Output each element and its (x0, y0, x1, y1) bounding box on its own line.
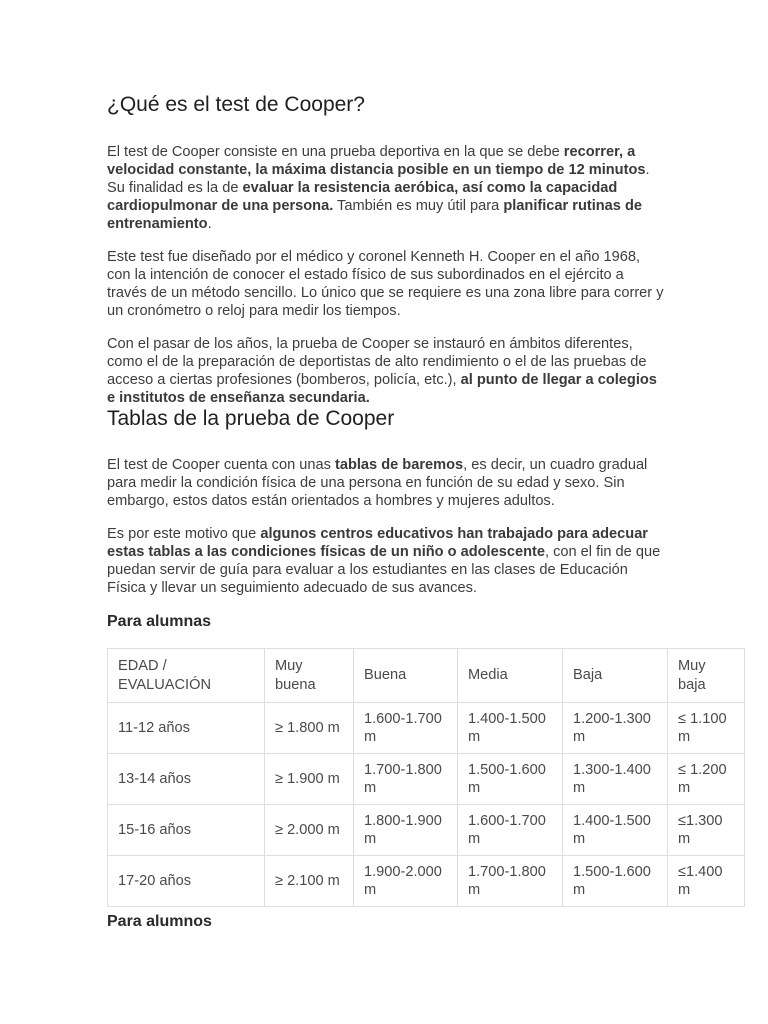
bold-text: tablas de baremos (334, 457, 464, 473)
table-cell: ≤ 1.200 m (668, 754, 745, 805)
text-run: . Su finalidad es la de (107, 162, 650, 196)
schools-paragraph (107, 525, 667, 597)
table-cell: 1.700-1.800 m (354, 754, 458, 805)
table-cell: 1.400-1.500 m (458, 703, 563, 754)
text-run: El test de Cooper consiste en una prueba deportiva en la que se debe (107, 144, 564, 160)
text-run: , con el fin de que puedan servir de guía para evaluar a los estudiantes en las clases de Educación Física y llevar un seguimiento adecuado de sus avances. (107, 544, 661, 596)
text-run: Este test fue diseñado por el médico y coronel Kenneth H. Cooper en el año 1968, con la intención de conocer el estado físico de sus subordinados en el ejército a través de un método sencillo. Lo único que se requiere es una zona libre para correr y un cronómetro o reloj para medir los tiempos. (107, 249, 664, 319)
cooper-table-girls (107, 648, 745, 907)
section-title-tables: Tablas de la prueba de Cooper (107, 407, 395, 430)
table-cell: 1.300-1.400 m (563, 754, 668, 805)
table-cell: ≤ 1.100 m (668, 703, 745, 754)
history-paragraph (107, 248, 667, 320)
table-header-cell: EDAD / EVALUACIÓN (108, 649, 265, 703)
subtitle-girls: Para alumnas (107, 613, 212, 630)
table-header-row (108, 649, 745, 703)
page-title: ¿Qué es el test de Cooper? (107, 93, 365, 116)
text-run: Es por este motivo que (107, 526, 261, 542)
text-run: . (207, 216, 212, 232)
text-run: Con el pasar de los años, la prueba de Cooper se instauró en ámbitos diferentes, como el de la preparación de deportistas de alto rendimiento o el de las pruebas de acceso a ciertas profesiones (bomberos, policía, etc.), (107, 336, 647, 388)
table-header-cell: Muy buena (265, 649, 354, 703)
subtitle-boys: Para alumnos (107, 913, 212, 930)
intro-paragraph (107, 143, 667, 233)
table-cell: 1.500-1.600 m (458, 754, 563, 805)
table-cell: ≥ 1.800 m (265, 703, 354, 754)
bold-text: planificar rutinas de entrenamiento (107, 198, 643, 232)
table-header-cell: Media (458, 649, 563, 703)
table-cell: ≤1.300 m (668, 805, 745, 856)
baremos-paragraph (107, 456, 667, 510)
table-cell: 1.500-1.600 m (563, 856, 668, 907)
bold-text: evaluar la resistencia aeróbica, así como la capacidad cardiopulmonar de una persona. (107, 180, 618, 214)
table-cell: 1.900-2.000 m (354, 856, 458, 907)
bold-text: al punto de llegar a colegios e institutos de enseñanza secundaria. (107, 372, 657, 406)
table-cell: 13-14 años (108, 754, 265, 805)
table-cell: 1.600-1.700 m (354, 703, 458, 754)
table-cell: ≥ 1.900 m (265, 754, 354, 805)
table-cell: 1.200-1.300 m (563, 703, 668, 754)
table-header-cell: Baja (563, 649, 668, 703)
table-cell: 1.600-1.700 m (458, 805, 563, 856)
text-run: El test de Cooper cuenta con unas (107, 457, 335, 473)
table-cell: 17-20 años (108, 856, 265, 907)
text-run: También es muy útil para (333, 198, 504, 214)
table-cell: 1.800-1.900 m (354, 805, 458, 856)
table-cell: 15-16 años (108, 805, 265, 856)
table-row (108, 754, 745, 805)
table-cell: ≤1.400 m (668, 856, 745, 907)
table-cell: 11-12 años (108, 703, 265, 754)
table-row (108, 856, 745, 907)
usage-paragraph (107, 335, 667, 407)
table-header-cell: Buena (354, 649, 458, 703)
table-cell: 1.700-1.800 m (458, 856, 563, 907)
table-row (108, 703, 745, 754)
table-header-cell: Muy baja (668, 649, 745, 703)
table-cell: ≥ 2.100 m (265, 856, 354, 907)
table-cell: 1.400-1.500 m (563, 805, 668, 856)
table-row (108, 805, 745, 856)
bold-text: recorrer, a velocidad constante, la máxima distancia posible en un tiempo de 12 minutos (107, 144, 646, 178)
table-cell: ≥ 2.000 m (265, 805, 354, 856)
bold-text: algunos centros educativos han trabajado para adecuar estas tablas a las condiciones físicas de un niño o adolescente (107, 526, 648, 560)
text-run: , es decir, un cuadro gradual para medir la condición física de una persona en función de su edad y sexo. Sin embargo, estos datos están orientados a hombres y mujeres adultos. (107, 457, 648, 509)
